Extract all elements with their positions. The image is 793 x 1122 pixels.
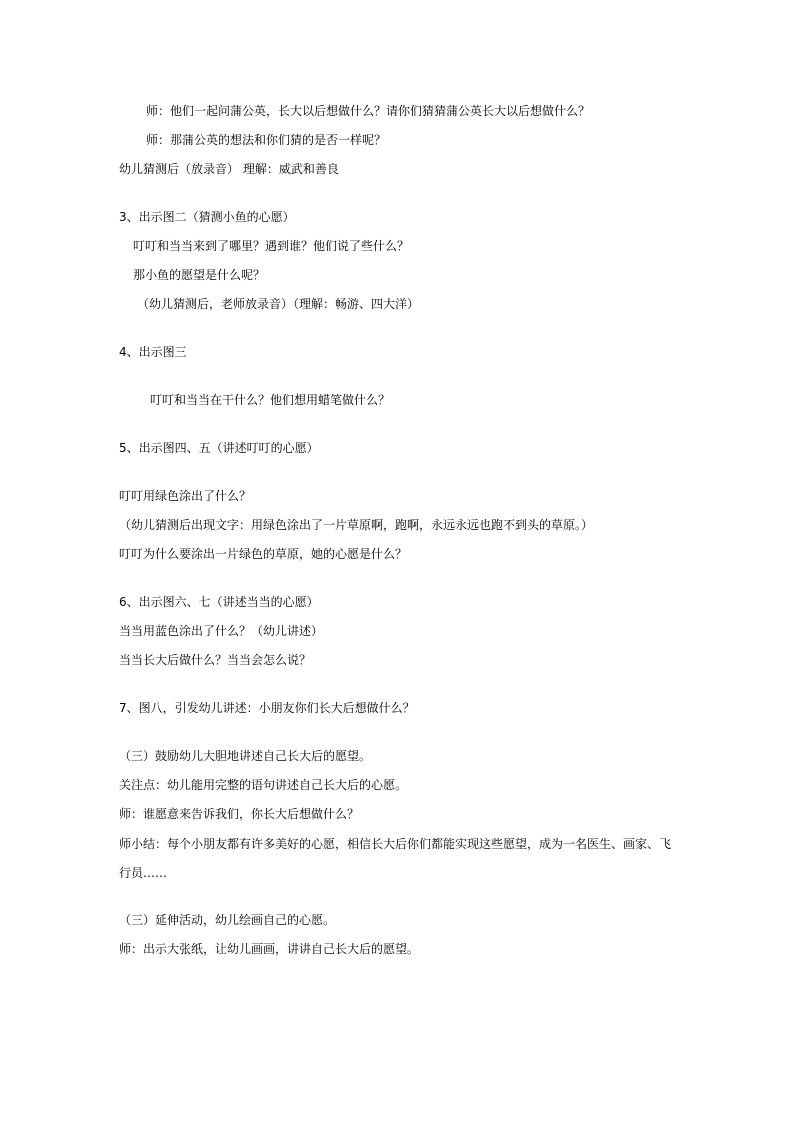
paragraph-line: 师：出示大张纸，让幼儿画画，讲讲自己长大后的愿望。: [119, 942, 420, 956]
paragraph-line: 行员……: [119, 866, 168, 880]
paragraph-line: 那小鱼的愿望是什么呢？: [133, 268, 266, 282]
paragraph-line: 师小结：每个小朋友都有许多美好的心愿，相信长大后你们都能实现这些愿望，成为一名医生、画家、飞: [119, 837, 672, 851]
paragraph-line: （幼儿猜测后，老师放录音）（理解：畅游、四大洋）: [137, 297, 420, 311]
paragraph-line: 叮叮和当当在干什么？他们想用蜡笔做什么？: [150, 393, 391, 407]
paragraph-line: 当当长大后做什么？当当会怎么说？: [119, 653, 312, 667]
section-heading: 5、出示图四、五（讲述叮叮的心愿）: [119, 441, 319, 455]
paragraph-line: 关注点：幼儿能用完整的语句讲述自己长大后的心愿。: [119, 778, 408, 792]
section-heading: （三）鼓励幼儿大胆地讲述自己长大后的愿望。: [119, 749, 372, 763]
paragraph-line: （幼儿猜测后出现文字：用绿色涂出了一片草原啊，跑啊，永远永远也跑不到头的草原。）: [119, 518, 594, 532]
paragraph-line: 师：他们一起问蒲公英，长大以后想做什么？请你们猜猜蒲公英长大以后想做什么？: [146, 104, 591, 118]
paragraph-line: 当当用蓝色涂出了什么？（幼儿讲述）: [119, 624, 324, 638]
paragraph-line: 师：那蒲公英的想法和你们猜的是否一样呢？: [146, 133, 387, 147]
section-heading: 7、图八，引发幼儿讲述：小朋友你们长大后想做什么？: [119, 701, 415, 715]
paragraph-line: 叮叮用绿色涂出了什么？: [119, 489, 252, 503]
paragraph-line: 师：谁愿意来告诉我们，你长大后想做什么？: [119, 807, 360, 821]
paragraph-line: 叮叮和当当来到了哪里？遇到谁？他们说了些什么？: [133, 239, 410, 253]
section-heading: 4、出示图三: [119, 345, 187, 359]
section-heading: 6、出示图六、七（讲述当当的心愿）: [119, 595, 319, 609]
section-heading: 3、出示图二（猜测小鱼的心愿）: [119, 210, 295, 224]
paragraph-line: 叮叮为什么要涂出一片绿色的草原，她的心愿是什么？: [119, 547, 408, 561]
section-heading: （三）延伸活动，幼儿绘画自己的心愿。: [119, 913, 336, 927]
paragraph-line: 幼儿猜测后（放录音） 理解：威武和善良: [119, 162, 339, 176]
